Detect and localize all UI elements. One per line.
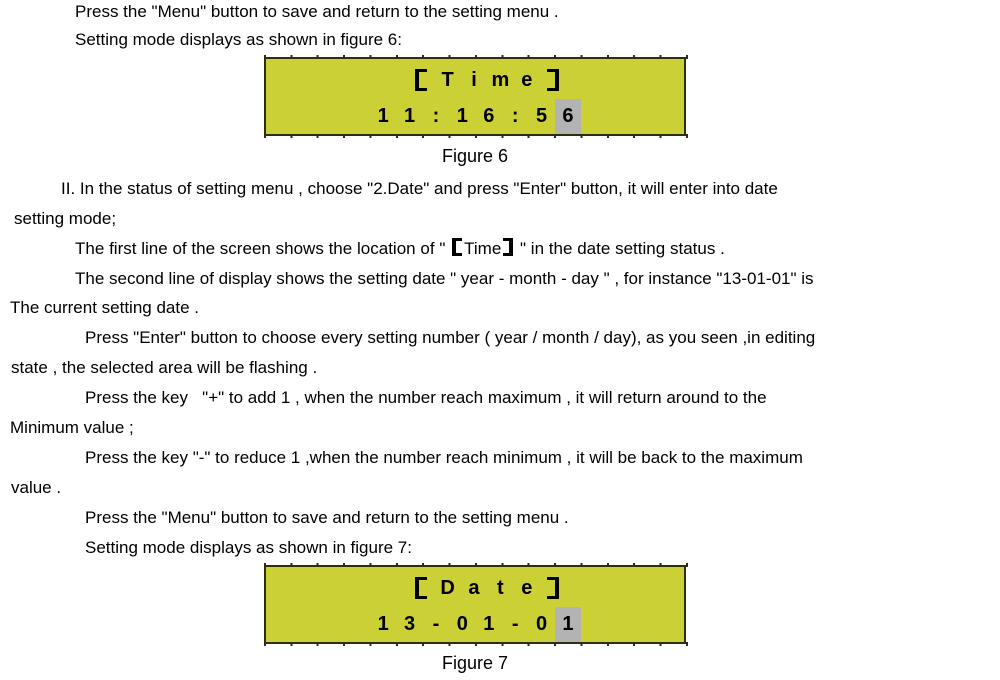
text-line-9: state , the selected area will be flashing . (11, 358, 318, 377)
figure7-lcd-screen (264, 565, 686, 644)
text-line-13: value . (11, 478, 62, 497)
text-line-3: II. In the status of setting menu , choose "2.Date" and press "Enter" button, it will enter into date (61, 179, 778, 198)
text-line-7: The current setting date . (10, 298, 199, 317)
lcd-character-cell (540, 574, 566, 602)
lcd-character-cell: 1 (483, 613, 495, 635)
text-line-5: The first line of the screen shows the location of " Time " in the date setting status . (75, 239, 725, 258)
text-line-6: The second line of display shows the setting date " year - month - day " , for instance "13-01-01" is (75, 269, 814, 288)
lcd-character-cell: 6 (483, 105, 495, 127)
text-line-15: Setting mode displays as shown in figure 7: (85, 538, 412, 557)
text-line-12: Press the key "-" to reduce 1 ,when the number reach minimum , it will be back to the maximum (85, 448, 803, 467)
lcd-time-title-row (408, 66, 566, 94)
lcd-date-value-row (370, 607, 581, 642)
lcd-character-cell: - (432, 613, 440, 635)
lcd-character-cell: 3 (404, 613, 416, 635)
lcd-character-cell: e (521, 68, 533, 91)
lcd-character-cell: - (511, 613, 519, 635)
open-lenticular-bracket-icon (415, 69, 427, 91)
figure6-caption: Figure 6 (441, 146, 509, 166)
lcd-highlighted-cell: 6 (555, 99, 581, 134)
lcd-character-cell: 1 (377, 613, 389, 635)
lcd-cell-ticks-top-icon (264, 563, 688, 567)
open-lenticular-bracket-icon (415, 577, 427, 599)
lcd-cell-ticks-bottom-icon (264, 134, 688, 138)
lcd-cell-ticks-bottom-icon (264, 642, 688, 646)
open-lenticular-bracket-icon (452, 238, 462, 256)
lcd-character-cell: 0 (535, 613, 548, 635)
lcd-character-cell: 1 (404, 105, 416, 127)
lcd-character-cell: i (471, 68, 477, 91)
close-lenticular-bracket-icon (547, 69, 559, 91)
close-lenticular-bracket-icon (547, 577, 559, 599)
figure7-caption: Figure 7 (441, 653, 509, 673)
text-line-14: Press the "Menu" button to save and return to the setting menu . (85, 508, 569, 527)
lcd-character-cell (540, 66, 566, 94)
lcd-character-cell (408, 66, 434, 94)
lcd-character-cell: a (468, 576, 480, 599)
lcd-character-cell: : (432, 105, 440, 127)
lcd-character-cell: T (441, 68, 454, 91)
lcd-time-value-row (370, 99, 581, 134)
figure6-lcd-screen (264, 57, 686, 136)
lcd-cell-ticks-top-icon (264, 55, 688, 59)
text-line-10: Press the key "+" to add 1 , when the number reach maximum , it will return around to the (85, 388, 767, 407)
text-line-11: Minimum value ; (10, 418, 134, 437)
lcd-character-cell: : (511, 105, 519, 127)
close-lenticular-bracket-icon (503, 238, 513, 256)
text-line-8: Press "Enter" button to choose every setting number ( year / month / day), as you seen ,in editing (85, 328, 816, 347)
lcd-character-cell: m (491, 68, 510, 91)
lcd-character-cell: t (497, 576, 504, 599)
lcd-character-cell: 1 (456, 105, 468, 127)
lcd-character-cell: 1 (377, 105, 389, 127)
lcd-character-cell (408, 574, 434, 602)
lcd-character-cell: 0 (456, 613, 468, 635)
lcd-date-title-row (408, 574, 566, 602)
lcd-character-cell: D (440, 576, 455, 599)
text-line-1: Press the "Menu" button to save and return to the setting menu . (75, 2, 559, 21)
lcd-highlighted-cell: 1 (555, 607, 581, 642)
lcd-character-cell: e (521, 576, 533, 599)
text-line-4: setting mode; (14, 209, 117, 228)
lcd-character-cell: 5 (535, 105, 548, 127)
text-line-2: Setting mode displays as shown in figure 6: (75, 30, 402, 49)
